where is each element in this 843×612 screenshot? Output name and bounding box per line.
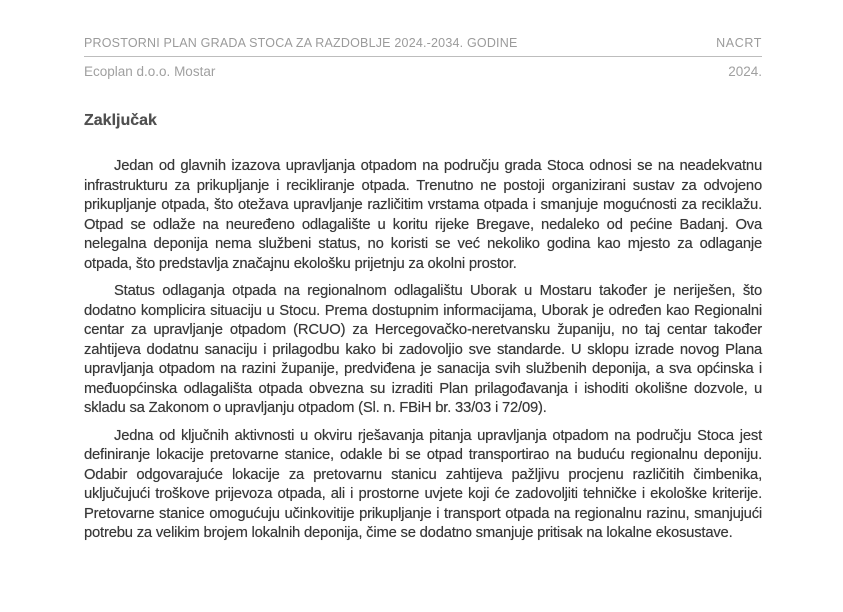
document-header [84,36,762,57]
document-body [84,157,762,544]
paragraph: Status odlaganja otpada na regionalnom odlagalištu Uborak u Mostaru također je neriješen, što dodatno komplicira situaciju u Stocu. Prema dostupnim informacijama, Uborak je određen kao Regionalni centar za upravljanje otpadom (RCUO) za Hercegovačko-neretvansku županiju, no taj centar također zahtijeva dodatnu sanaciju i prilagodbu kako bi zadovoljio sve standarde. U sklopu izrade novog Plana upravljanja otpadom na razini županije, predviđena je sanacija svih službenih deponija, a sva općinska i međuopćinska odlagališta otpada obvezna su izraditi Plan prilagođavanja i ishoditi okolišne dozvole, u skladu sa Zakonom o upravljanju otpadom (Sl. n. FBiH br. 33/03 i 72/09). [84,283,762,416]
draft-status-label: NACRT [716,36,762,50]
paragraph: Jedna od ključnih aktivnosti u okviru rješavanja pitanja upravljanja otpadom na području Stoca jest definiranje lokacije pretovarne stanice, odakle bi se otpad transportirao na buduću regionalnu deponiju. Odabir odgovarajuće lokacije za pretovarnu stanicu zahtijeva pažljivu procjenu različitih čimbenika, uključujući troškove prijevoza otpada, ali i prostorne uvjete koji će zadovoljiti tehničke i ekološke kriterije. Pretovarne stanice omogućuju učinkovitije prikupljanje i transport otpada na regionalnu razinu, smanjujući potrebu za velikim brojem lokalnih deponija, čime se dodatno smanjuje pritisak na lokalne ekosustave. [84,427,762,541]
year-label: 2024. [728,64,762,79]
author-label: Ecoplan d.o.o. Mostar [84,64,216,79]
paragraph: Jedan od glavnih izazova upravljanja otpadom na području grada Stoca odnosi se na neadekvatnu infrastrukturu za prikupljanje i recikliranje otpada. Trenutno ne postoji organizirani sustav za odvojeno prikupljanje otpada, što otežava upravljanje različitim vrstama otpada i smanjuje mogućnosti za reciklažu. Otpad se odlaže na neuređeno odlagalište u koritu rijeke Bregave, nedaleko od pećine Badanj. Ova nelegalna deponija nema službeni status, no koristi se već nekoliko godina kao mjesto za odlaganje otpada, što predstavlja značajnu ekološku prijetnju za okolni prostor. [84,158,762,272]
document-subheader [84,64,762,79]
document-header-title: PROSTORNI PLAN GRADA STOCA ZA RAZDOBLJE 2024.-2034. GODINE [84,36,518,50]
section-heading: Zaključak [84,112,157,129]
